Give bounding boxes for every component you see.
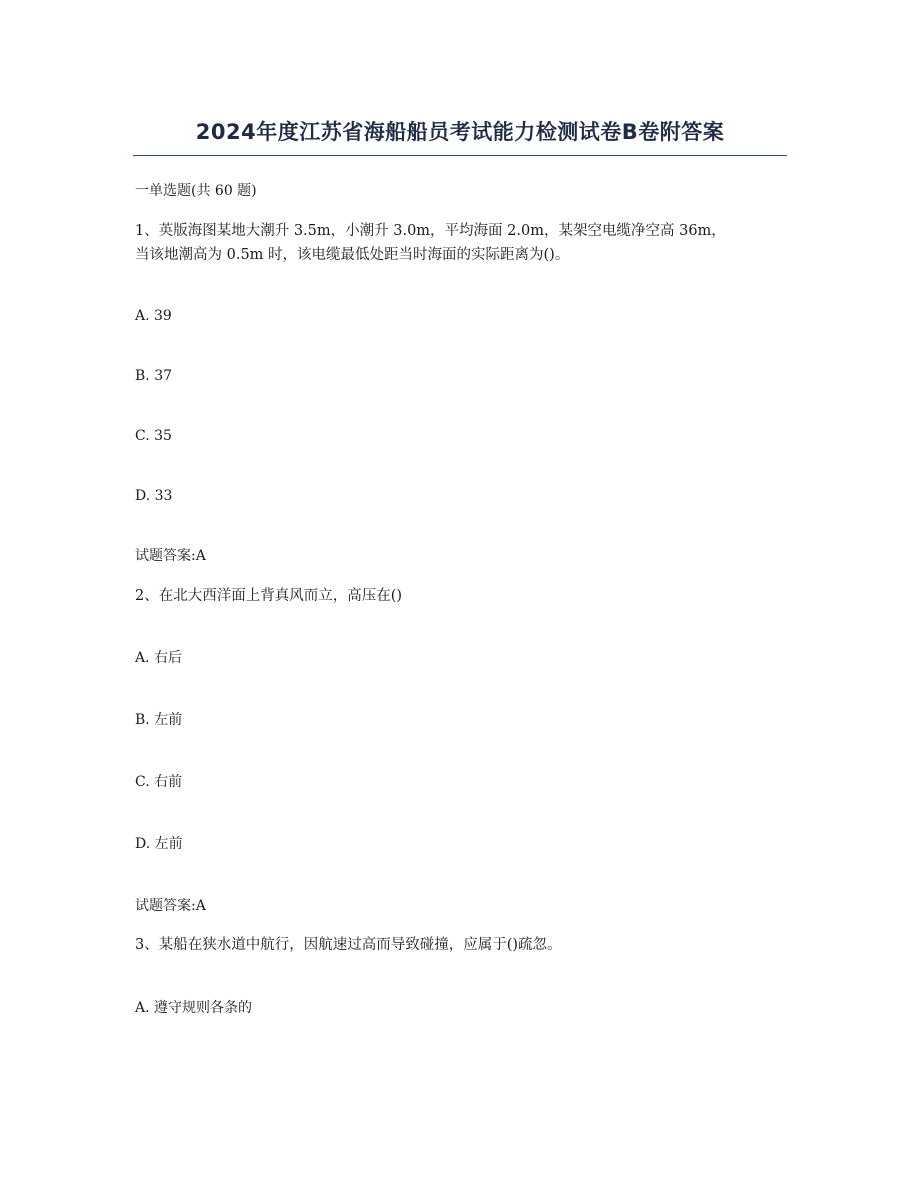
question-2-option-c: C. 右前 <box>135 774 183 790</box>
question-1-option-d: D. 33 <box>135 488 173 504</box>
question-3-stem: 3、某船在狭水道中航行，因航速过高而导致碰撞，应属于()疏忽。 <box>135 937 562 953</box>
question-1-stem-line-1: 1、英版海图某地大潮升 3.5m，小潮升 3.0m，平均海面 2.0m，某架空电缆净空高 36m， <box>135 223 726 239</box>
question-1-option-c: C. 35 <box>135 428 172 444</box>
question-1-option-b: B. 37 <box>135 368 173 384</box>
question-2-stem: 2、在北大西洋面上背真风而立，高压在() <box>135 588 403 604</box>
question-2-answer: 试题答案:A <box>135 898 206 914</box>
section-heading: 一单选题(共 60 题) <box>135 183 257 199</box>
question-1-option-a: A. 39 <box>135 308 172 324</box>
question-2-option-b: B. 左前 <box>135 712 183 728</box>
title-underline <box>133 155 787 156</box>
question-1-stem-line-2: 当该地潮高为 0.5m 时，该电缆最低处距当时海面的实际距离为()。 <box>135 247 570 263</box>
document-title: 2024年度江苏省海船船员考试能力检测试卷B卷附答案 <box>195 120 725 144</box>
question-2-option-a: A. 右后 <box>135 650 183 666</box>
question-2-option-d: D. 左前 <box>135 836 183 852</box>
question-3-option-a: A. 遵守规则各条的 <box>135 1000 253 1016</box>
question-1-answer: 试题答案:A <box>135 548 206 564</box>
